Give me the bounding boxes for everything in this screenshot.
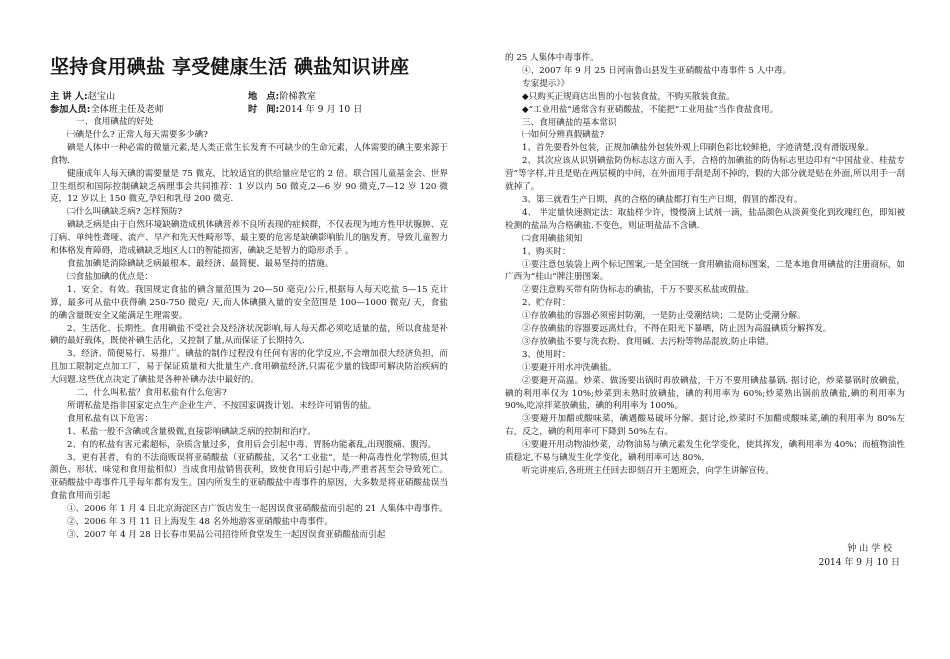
place-value: 阶梯教室 — [279, 91, 316, 102]
list-heading: 1、购买时： — [522, 246, 571, 257]
paragraph: 碘缺乏病是由于自然环境缺碘造成机体碘营养不良所表现的症候群，不仅表现为地方性甲状腺肿、克汀病、单纯性聋哑、流产、早产和先天性畸形等，最主要的危害是缺碘影响胎儿的脑发育，导致儿童智力和体格发育障碍，造成碘缺乏地区人口的智能损害，碘缺乏是智力的隐形杀手 。 — [50, 220, 448, 257]
speaker-value: 赵宝山 — [87, 91, 116, 102]
list-item: ②要注意购买带有防伪标志的碘盐，千万不要买私盐或假盐。 — [522, 285, 755, 296]
audience-value: 全体班主任及老师 — [90, 104, 164, 115]
list-item: 3、更有甚者，有的不法商贩误将亚硝酸盐（亚硝酸盐，又名“工业盐”，是一种高毒性化学物质,但其颜色、形状、味觉和食用盐相似）当成食用盐销售获利，致使食用后引起中毒,严重者甚至会导致死亡。亚硝酸盐中毒事件几乎每年都有发生。国内所发生的亚硝酸盐中毒事件的原因，大多数是将亚硝酸盐误当食盐食用而引起 — [50, 452, 448, 502]
time-label: 时 间: — [248, 104, 280, 115]
speaker-label: 主 讲 人: — [50, 91, 88, 102]
signature-date: 2014 年 9 月 10 日 — [818, 558, 900, 568]
closing-paragraph: 听完讲座后,各班班主任回去即刻召开主题班会，向学生讲解宣传。 — [522, 466, 774, 476]
list-heading: 2、贮存时： — [522, 298, 571, 309]
list-item: ④要避开用动物油炒菜，动物油易与碘元素发生化学变化，使其挥发，碘利用率为 40%；而植物油性质稳定,不易与碘发生化学变化，碘利用率可达 80%. — [505, 440, 905, 464]
paragraph: 食用私盐有以下危害： — [67, 413, 153, 424]
list-item: ①、2006 年 1 月 4 日北京海淀区吉广饭店发生一起因误食亚硝酸盐而引起的 21 人集体中毒事件。 — [67, 504, 448, 515]
signature-block — [760, 542, 900, 570]
document-title: 坚持食用碘盐 享受健康生活 碘盐知识讲座 — [50, 56, 410, 78]
paragraph: 1、首先要看外包装，正规加碘盐外包装外观上印刷色彩比较鲜艳，字迹清楚,没有滑版现象。 — [522, 143, 874, 154]
list-item: ③要避开加醋或酸味菜，碘遇酸易破坏分解。据讨论,炒菜时不加醋或酸味菜,碘的利用率为 80%左右，反之，碘的利用率可下降到 50%左右。 — [505, 414, 905, 438]
subheading: ㈡食用碘盐须知 — [522, 233, 583, 244]
subheading: ㈠如何分辨真假碘盐? — [522, 130, 604, 141]
list-item: ①要避开用水冲洗碘盐。 — [522, 362, 617, 373]
paragraph: 食盐加碘是消除碘缺乏病最根本、最经济、最简便、最易坚持的措施。 — [67, 258, 334, 269]
list-item: ②存放碘盐的容器要远离灶台，不得在阳光下暴晒，防止因为高温碘质分解挥发。 — [522, 324, 832, 335]
list-item: ④、2007 年 9 月 25 日河南鲁山县发生亚硝酸盐中毒事件 5 人中毒。 — [522, 65, 792, 76]
right-column — [505, 52, 905, 478]
list-item: ③存放碘盐不要与洗衣粉、食用碱、去污粉等物品混放,防止串错。 — [522, 336, 774, 347]
paragraph: 2、生活化、长期性。食用碘盐不受社会及经济状况影响,每人每天都必须吃适量的盐，所以食盐是补碘的最好载体，既使补碘生活化，又控制了量,从而保证了长期持久. — [50, 323, 448, 347]
school-name: 钟 山 学 校 — [847, 544, 892, 554]
list-item: ②、2006 年 3 月 11 日上海发生 48 名外地游客亚硝酸盐中毒事件。 — [67, 517, 333, 528]
paragraph: 4、 半定量快速测定法：取盐样少许，慢慢滴上试剂一滴，盐品颜色从淡黄变化到玫瑰红色，即知被检测的盐品为合格碘盐.不变色，则证明盐品不含碘. — [505, 207, 905, 231]
paragraph: 1、安全、有效。我国规定食盐的碘含量范围为 20—50 毫克/公斤,根据每人每天吃盐 5—15 克计算，最多可从盐中获得碘 250-750 微克/ 天,而人体碘摄入量的安全范围是 100—1000 微克/ 天，食盐的碘含量既安全又能满足生理需要。 — [50, 284, 448, 321]
paragraph: 的 25 人集体中毒事件。 — [505, 53, 599, 63]
subheading-1: ㈠碘是什么? 正常人每天需要多少碘? — [67, 129, 208, 140]
paragraph: 2、其次应该从识别碘盐防伪标志这方面入手，合格的加碘盐的防伪标志里边印有“中国盐业、桂盐专营”等字样,并且是贴在两层模的中间，在外面用手刮是刮不掉的，假的大部分就是贴在外面,所以用手一刮就掉了。 — [505, 156, 905, 193]
paragraph: 碘是人体中一种必需的微量元素,是人类正常生长发育不可缺少的生命元素，人体需要的碘主要来源于食物. — [50, 142, 448, 166]
time-value: 2014 年 9 月 10 日 — [279, 104, 363, 115]
heading-2: 二、什么叫私盐？食用私盐有什么危害? — [76, 388, 227, 399]
expert-tip-heading: 专家提示》》 — [522, 78, 570, 89]
paragraph: 所谓私盐是指非国家定点生产企业生产、不按国家调拨计划、未经许可销售的盐。 — [67, 400, 377, 411]
place-label: 地 点: — [248, 91, 280, 102]
list-item: ③、2007 年 4 月 28 日长春市果品公司招待所食堂发生一起因误食亚硝酸盐而引起 — [67, 530, 386, 540]
subheading-3: ㈢食盐加碘的优点是： — [67, 271, 153, 282]
audience-label: 参加人员: — [50, 104, 91, 115]
expert-tip: ◆“工业用盐”通常含有亚硝酸盐，不能把“工业用盐”当作食盐食用。 — [522, 104, 779, 115]
heading-1: 一、食用碘盐的好处 — [76, 117, 154, 127]
list-item: ①要注意包装袋上两个标记图案,一是全国统一食用碘盐商标图案，二是本地食用碘盐的注册商标，如广西为“桂山”牌注册图案。 — [505, 259, 905, 283]
info-row-1 — [50, 90, 316, 103]
subheading-2: ㈡什么叫碘缺乏病? 怎样预防? — [67, 207, 183, 218]
list-heading: 3、使用时： — [522, 349, 571, 360]
list-item: 2、有的私盐有害元素超标，杂质含量过多，食用后会引起中毒、胃肠功能紊乱,出现腹痛、腹泻。 — [67, 439, 437, 450]
paragraph: 健康成年人每天碘的需要量是 75 微克，比较适宜的供给量应是它的 2 倍。联合国儿童基金会、世界卫生组织和国际控制碘缺乏病理事会共同推荐：1 岁以内 50 微克,2—6 岁 90 微克,7—12 岁 120 微克，12 岁以上 150 微克,孕妇和乳母 200 微克. — [50, 168, 448, 205]
list-item: ②要避开高温。炒菜、做汤要出锅时再放碘盐，千万不要用碘盐暴锅. 据讨论，炒菜暴锅时放碘盐，碘的利用率仅为 10%;炒菜到未熟时放碘盐，碘的利用率为 60%;炒菜熟出锅前放碘盐,碘的利用率为 90%,吃凉拌菜放碘盐，碘的利用率为 100%。 — [505, 375, 905, 412]
info-row-2 — [50, 103, 363, 116]
paragraph: 3、第三就看生产日期，真的合格的碘盐都打有生产日期，假冒的都没有。 — [522, 194, 803, 205]
paragraph: 3、经济、简便易行、易推广。碘盐的制作过程没有任何有害的化学反应,不会增加很大经济负担，而且加工限制定点加工厂，易于保证质量和大批量生产.食用碘盐经济,只需花少量的钱即可解决防治疾病的大问题.这些优点决定了碘盐是各种补碘办法中最好的。 — [50, 349, 448, 386]
list-item: ①存放碘盐的容器必须密封防潮，一是防止受潮结块；二是防止受潮分解。 — [522, 311, 806, 322]
list-item: 1、私盐一般不含碘或含量极微,直接影响碘缺乏病的控制和治疗。 — [67, 426, 316, 437]
expert-tip: ◆只购买正规商店出售的小包装食盐，不购买散装食盐。 — [522, 91, 735, 102]
heading-3: 三、食用碘盐的基本常识 — [522, 117, 617, 128]
left-column — [50, 116, 448, 542]
